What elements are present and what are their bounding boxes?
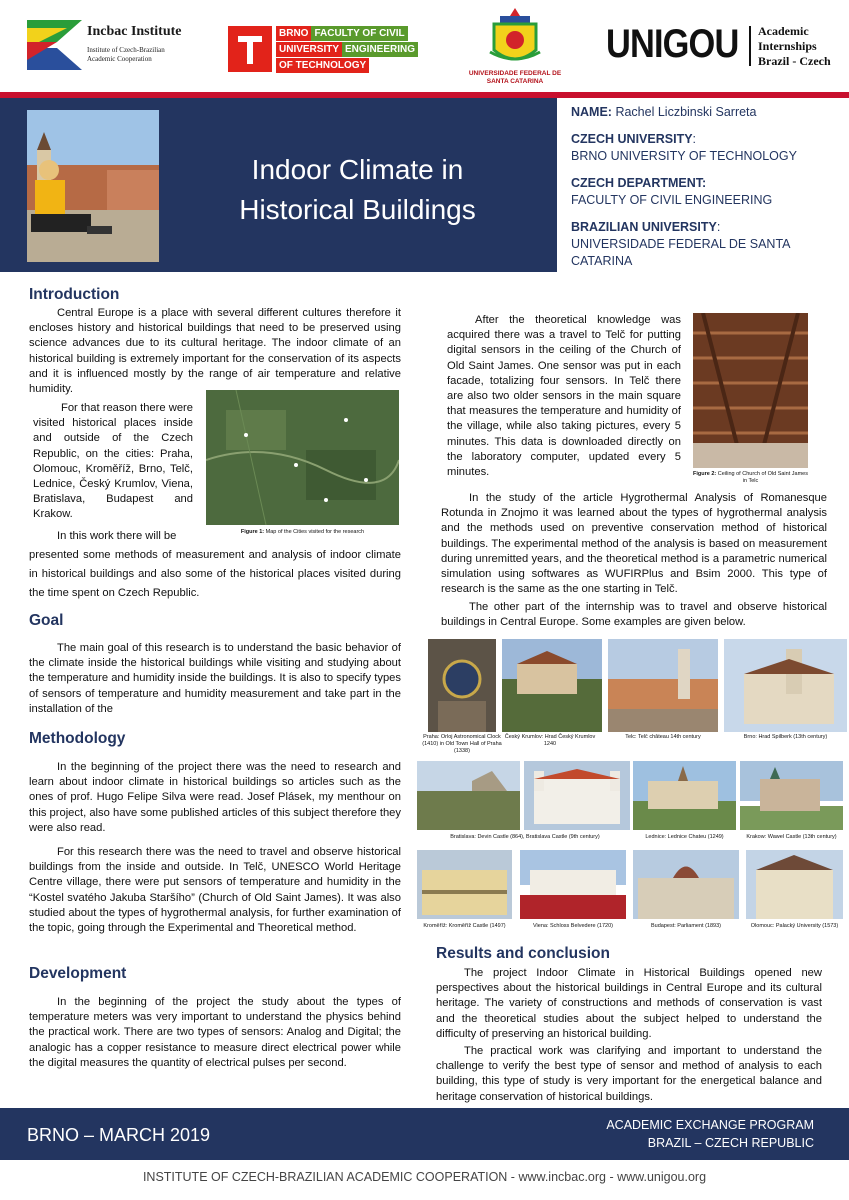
- brno-university-logo: [228, 26, 432, 72]
- photo-telc: [608, 639, 718, 732]
- introduction-paragraph-1: Central Europe is a place with several different cultures therefore it encloses history and historical buildings that need to be preserved using science advances due to its cultural heritage. The indoor climate of an historical building is extremely important for the conservation of its aspects and it is influenced mostly by the range of air temperature and relative humidity.: [29, 307, 401, 396]
- photo-wawel: [740, 761, 843, 830]
- brno-line-3: OF TECHNOLOGY: [276, 58, 432, 73]
- unigou-subtitle: Academic Internships Brazil - Czech: [758, 24, 831, 68]
- caption-bratislava: Bratislava: Devin Castle (864), Bratislava Castle (9th century): [450, 834, 600, 840]
- ufsc-logo: [460, 6, 570, 86]
- caption-krakow: Krakow: Wawel Castle (13th century): [746, 834, 837, 840]
- brno-t-icon: [228, 26, 272, 72]
- results-paragraph-2: The practical work was clarifying and important to understand the challenge to verify the best type of sensor and method of analysis to each building, this type of study is very important for the energetical balance and heritage conservation of historical buildings.: [436, 1045, 822, 1103]
- results-paragraph-1: The project Indoor Climate in Historical Buildings opened new perspectives about the historical buildings in Central Europe and its cultural heritage. The variety of constructions and methods of conservation is vast and the theoretical studies about the subject helped to understand the difficulty of preserving an historical building.: [436, 967, 822, 1040]
- caption-olomouc: Olomouc: Palacký University (1573): [750, 923, 839, 929]
- czech-dept-label: CZECH DEPARTMENT:: [571, 176, 707, 190]
- unigou-logo: [606, 22, 836, 72]
- footer-banner: [0, 1108, 849, 1160]
- brazil-czech-flag-icon: [27, 20, 82, 70]
- photo-kromeriz: [417, 850, 512, 919]
- introduction-heading: Introduction: [29, 286, 120, 303]
- czech-dept-value: FACULTY OF CIVIL ENGINEERING: [571, 193, 773, 207]
- methodology-paragraph-1: In the beginning of the project there was the need to research and learn about indoor climate in historical buildings so articles such as the ones of prof. Hugo Felipe Silva were read. Josef Plásek, my menthour on this project, also have some published articles of this subject therefore they were also read.: [29, 761, 401, 834]
- development-text: In the beginning of the project the study about the types of temperature meters was very important to understand the physics behind the practical work. There are two types of sensors: Analog and Digital; the analogic has a copper resistance to measure direct electrical power while the digital measures the quantity of electrical pulses per second.: [29, 996, 401, 1069]
- incbac-subtitle: Institute of Czech-Brazilian Academic Cooperation: [87, 46, 165, 63]
- results-heading: Results and conclusion: [436, 945, 610, 962]
- methodology-heading: Methodology: [29, 730, 126, 747]
- photo-parliament: [633, 850, 739, 919]
- photo-belvedere: [520, 850, 626, 919]
- development-heading: Development: [29, 965, 127, 982]
- caption-lednice: Lednice: Lednice Chateu (1249): [645, 834, 724, 840]
- church-ceiling-photo: [693, 313, 808, 468]
- cities-map: [206, 390, 399, 525]
- photo-cesky-krumlov: [502, 639, 602, 732]
- introduction-paragraph-3a: In this work there will be: [57, 530, 177, 542]
- brno-line-2: UNIVERSITY ENGINEERING: [276, 42, 432, 57]
- caption-kromeriz: Kroměříž: Kroměříž Castle (1497): [423, 923, 506, 929]
- photo-olomouc: [746, 850, 843, 919]
- telc-paragraph: After the theoretical knowledge was acquired there was a travel to Telč for putting digital sensors in the ceiling of the Church of Old Saint James. One sensor was put in each facade, totalizing four sensors. In Telč there are also two older sensors in the main square that measures the temperature and humidity of the village, while also taking pictures, every 5 minutes. This data is downloaded directly on the laboratory computer, updated every 5 minutes.: [447, 314, 681, 479]
- figure-1-caption: Figure 1: Map of the Cities visited for the research: [240, 529, 365, 535]
- goal-heading: Goal: [29, 612, 64, 629]
- incbac-logo: [27, 20, 187, 70]
- travel-paragraph: The other part of the internship was to travel and observe historical buildings in Central Europe. Some examples are given below.: [441, 601, 827, 629]
- br-uni-label: BRAZILIAN UNIVERSITY: [571, 220, 717, 234]
- methodology-paragraph-2: For this research there was the need to travel and observe historical buildings from the inside and outside. In Telč, UNESCO World Heritage Centre village, there were put sensors of temperature and humidity in the “Kostel svatého Jakuba Staršího” (Church of Old Saint James). It was also studied about the types of hygrothermal analysis, for further examination of the topic, going through the Experimental and Theoretical method.: [29, 846, 401, 935]
- name-value: Rachel Liczbinski Sarreta: [615, 105, 757, 119]
- bottom-credits: INSTITUTE OF CZECH-BRAZILIAN ACADEMIC COOPERATION - www.incbac.org - www.unigou.org: [142, 1170, 707, 1184]
- photo-praha: [428, 639, 496, 732]
- caption-brno: Brno: Hrad Spilberk (13th century): [743, 734, 828, 740]
- photo-devin-castle: [417, 761, 520, 830]
- footer-location-date: BRNO – MARCH 2019: [27, 1125, 211, 1145]
- caption-cesky-krumlov: Český Krumlov: Hrad Český Krumlov 1240: [504, 734, 596, 747]
- caption-telc: Telc: Telč château 14th century: [625, 734, 701, 740]
- czech-uni-value: BRNO UNIVERSITY OF TECHNOLOGY: [571, 149, 797, 163]
- footer-program: ACADEMIC EXCHANGE PROGRAM BRAZIL – CZECH REPUBLIC: [606, 1118, 814, 1150]
- unigou-wordmark: UNIGOU: [606, 22, 739, 66]
- figure-2-caption: Figure 2: Ceiling of Church of Old Saint James in Telc: [693, 471, 808, 484]
- introduction-paragraph-3b: presented some methods of measurement and analysis of indoor climate in historical buildings and also some of the historical places visited during the time spent on Czech Republic.: [29, 549, 401, 599]
- caption-praha: Praha: Orloj Astronomical Clock (1410) in Old Town Hall of Praha (1338): [422, 734, 502, 754]
- poster-title: Indoor Climate in Historical Buildings: [239, 154, 476, 225]
- name-label: NAME:: [571, 105, 612, 119]
- photo-brno: [724, 639, 847, 732]
- caption-viena: Viena: Schloss Belvedere (1720): [532, 923, 613, 929]
- logo-strip: [0, 0, 849, 92]
- znojmo-paragraph: In the study of the article Hygrothermal Analysis of Romanesque Rotunda in Znojmo it was learned about the types of hygrothermal analysis and the methods used on preventive conservation method of historical buildings. The experimental method of the analysis is based on measurement during unremitted years, and the theoretical method is a parametric numerical simulation using softwares as WUFIRPlus and Bsim 2000. This type of research is the same as the one starting in Telč.: [441, 492, 827, 596]
- czech-uni-label: CZECH UNIVERSITY: [571, 132, 693, 146]
- ufsc-caption: UNIVERSIDADE FEDERAL DE SANTA CATARINA: [468, 70, 562, 85]
- ufsc-crest-icon: [460, 6, 570, 70]
- goal-text: The main goal of this research is to understand the basic behavior of the climate inside the historical buildings while visiting and studying about the temperature and humidity inside the buildings. It is also to specify types of sensors of temperature and humidity measurement and take part in the installation of the: [29, 642, 401, 715]
- br-uni-value: UNIVERSIDADE FEDERAL DE SANTA CATARINA: [571, 237, 790, 268]
- author-info: NAME: Rachel Liczbinski Sarreta CZECH UNIVERSITY: BRNO UNIVERSITY OF TECHNOLOGY CZECH DEPARTMENT: FACULTY OF CIVIL ENGINEERING BRAZILIAN UNIVERSITY: UNIVERSIDADE FEDERAL DE SANTA CATARINA: [571, 105, 797, 268]
- author-photo: [27, 110, 159, 262]
- introduction-paragraph-2: For that reason there were visited historical places inside and outside of the Czech Republic, on the cities: Praha, Olomouc, Kroměříž, Brno, Telč, Lednice, Český Krumlov, Viena, Bratislava, Budapest and Krakow.: [33, 402, 193, 521]
- incbac-name: Incbac Institute: [87, 24, 182, 39]
- photo-bratislava-castle: [524, 761, 630, 830]
- caption-budapest: Budapest: Parliament (1893): [650, 923, 721, 929]
- photo-lednice: [633, 761, 736, 830]
- brno-line-1: BRNO FACULTY OF CIVIL: [276, 26, 432, 41]
